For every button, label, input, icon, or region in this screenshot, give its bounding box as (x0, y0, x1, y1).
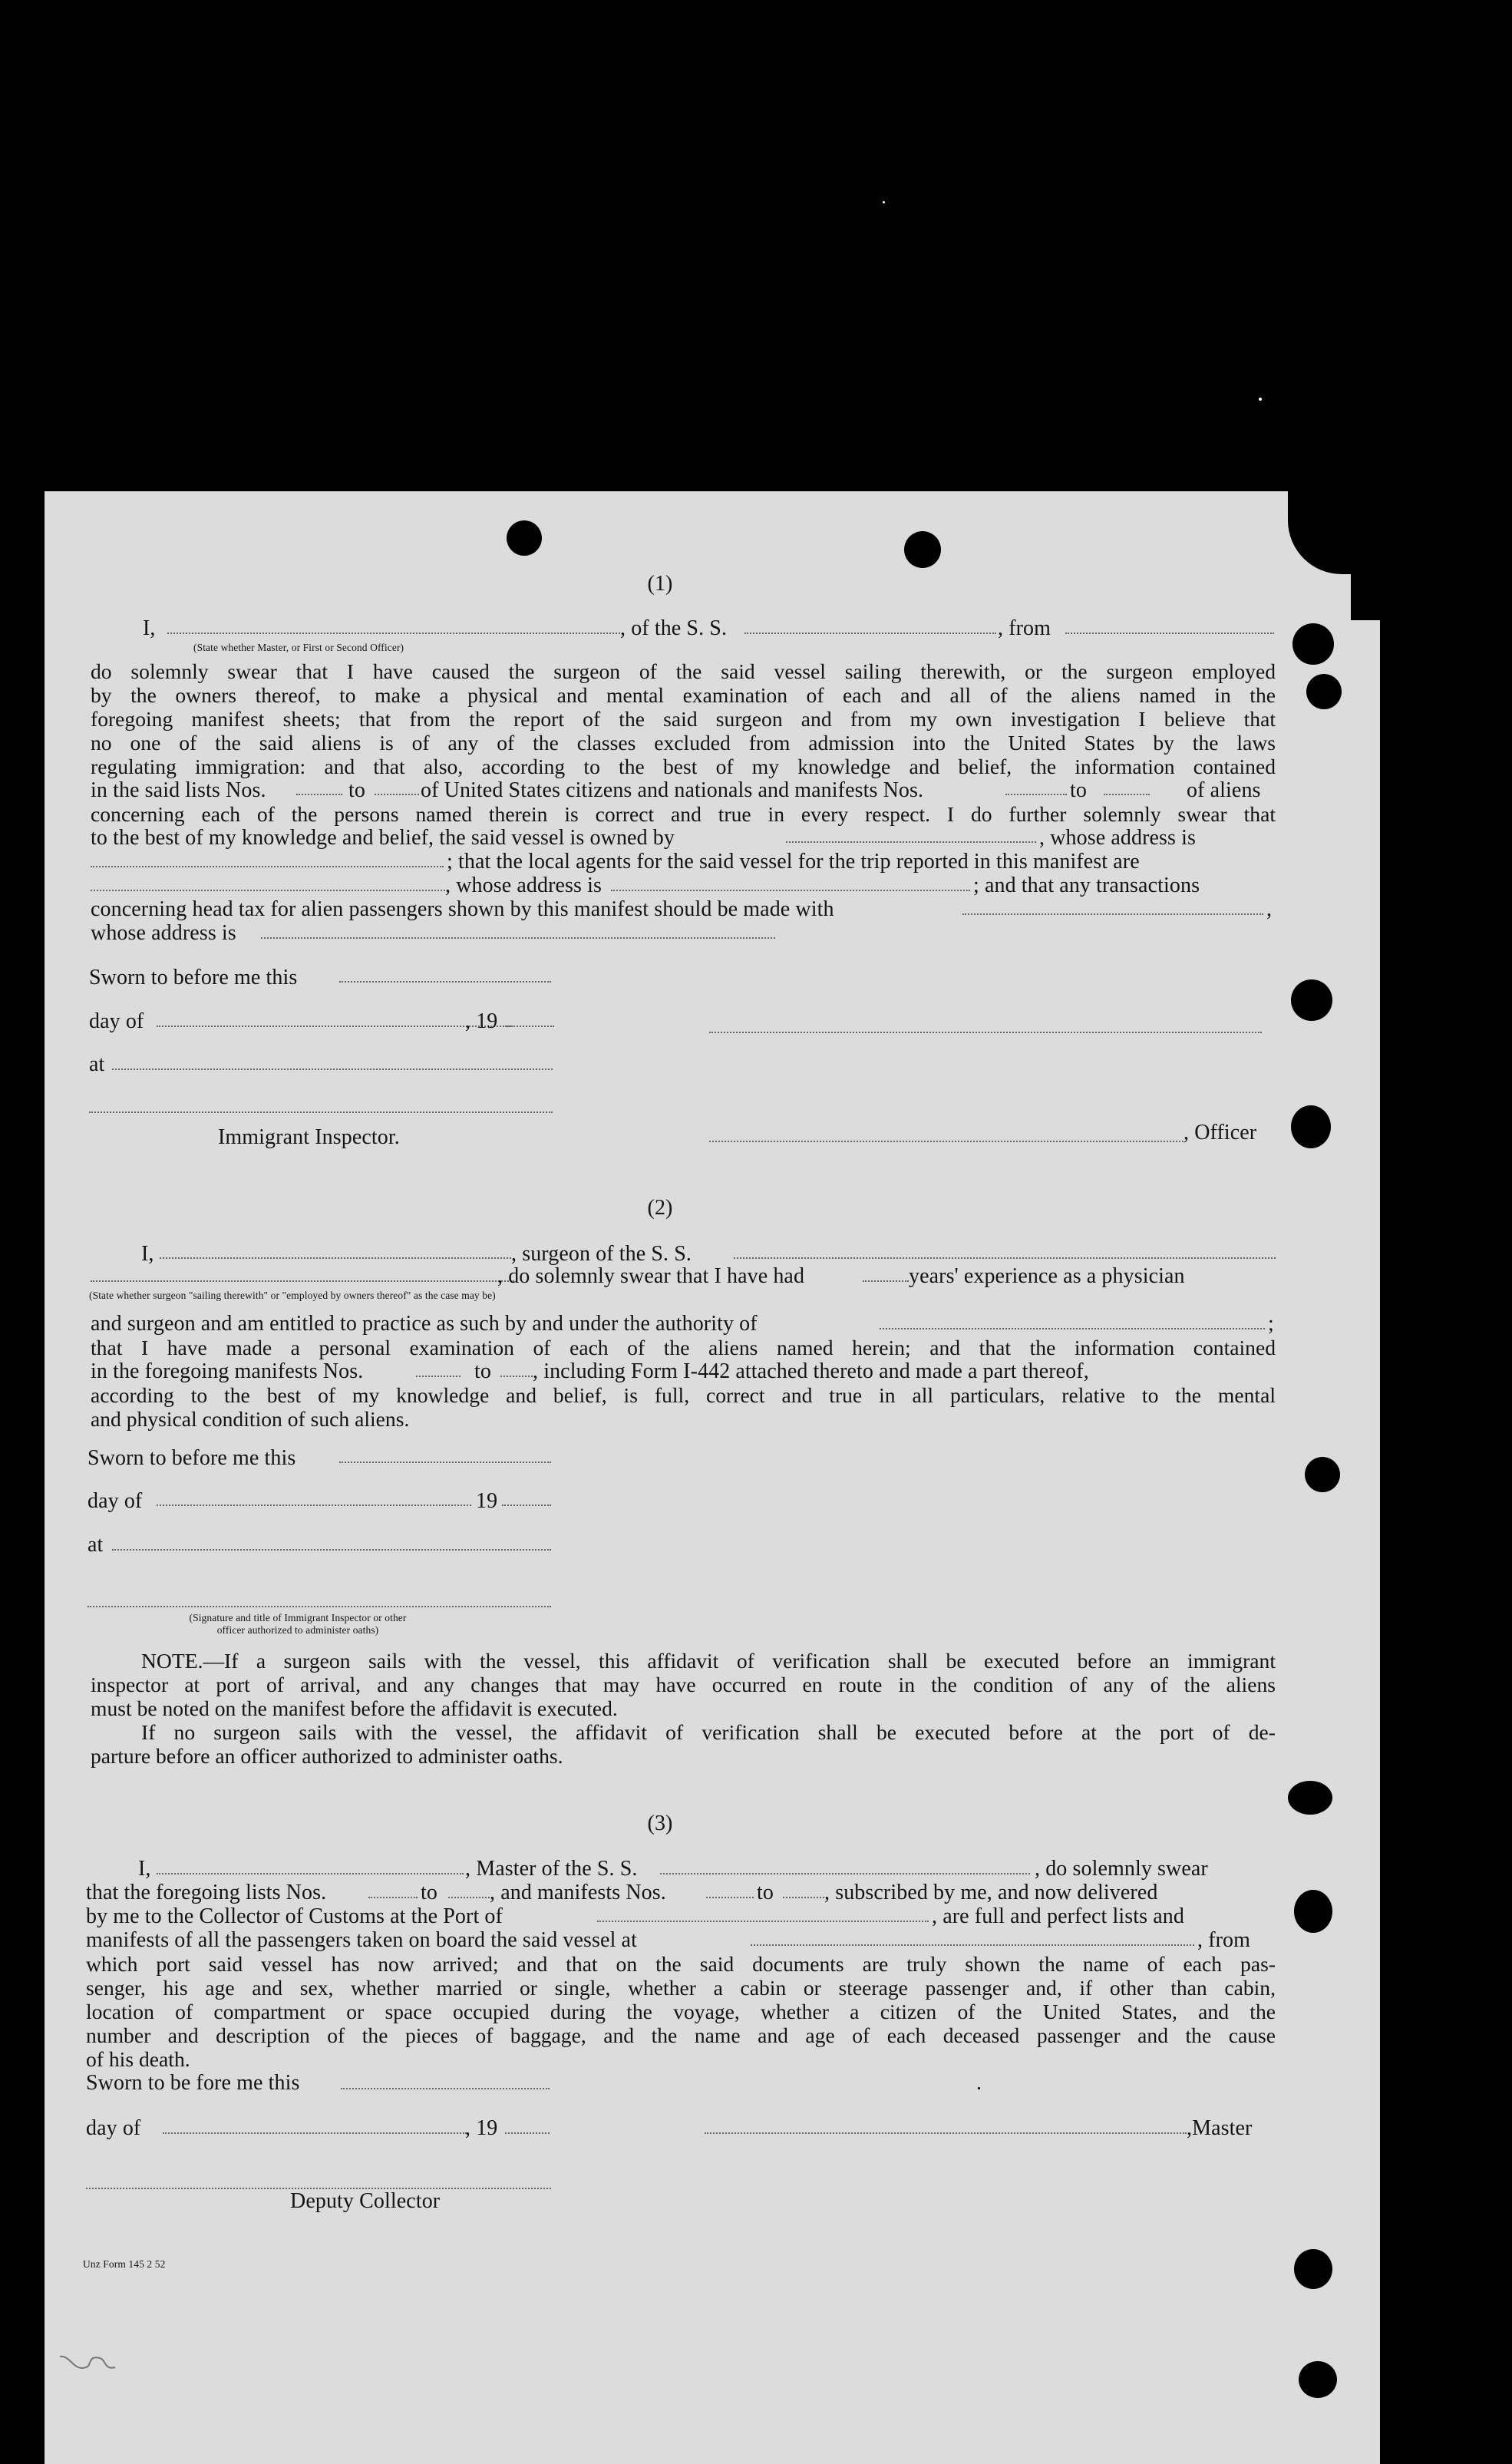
s2-note-line: If no surgeon sails with the vessel, the affidavit of verification shall be executed before at the port of de- (141, 1720, 1276, 1744)
s2-to: to (474, 1359, 491, 1383)
s1-of-aliens: of aliens (1187, 778, 1261, 802)
s1-line: no one of the said aliens is of any of the classes excluded from admission into the United States by the laws (91, 731, 1276, 755)
s3-vessel-line (660, 1873, 1030, 1874)
s2-sworn-line (339, 1462, 551, 1463)
s3-line: of his death. (86, 2047, 190, 2071)
edge-notch (1351, 574, 1380, 620)
punch-hole (1291, 979, 1332, 1021)
s2-note-line: parture before an officer authorized to administer oaths. (91, 1744, 563, 1768)
s1-officer-name-line (167, 633, 620, 634)
punch-hole (1294, 1890, 1332, 1933)
s2-lines-7-8 (91, 1383, 1276, 1431)
s2-manifest-to-line (500, 1376, 533, 1377)
s3-year-line (505, 2132, 550, 2134)
s3-line: which port said vessel has now arrived; and that on the said documents are truly shown the name of each pas- (86, 1952, 1276, 1976)
s1-line: by the owners thereof, to make a physical and mental examination of each and all of the aliens named in the (91, 683, 1276, 707)
s3-master-title: ,Master (1187, 2116, 1253, 2140)
s3-taken-on-board: manifests of all the passengers taken on board the said vessel at (86, 1928, 637, 1952)
s2-years-line (863, 1280, 909, 1282)
s3-day-of: day of (86, 2116, 141, 2140)
s2-signature-line (87, 1606, 551, 1607)
s3-to-2: to (757, 1881, 774, 1904)
s1-transactions: ; and that any transactions (973, 874, 1200, 897)
s1-lists-nos: in the said lists Nos. (91, 778, 266, 802)
s2-authority: and surgeon and am entitled to practice as such by and under the authority of (91, 1312, 758, 1336)
s1-officer-note: (State whether Master, or First or Second Officer) (193, 642, 404, 653)
s2-years: years' experience as a physician (909, 1264, 1185, 1288)
s1-line: do solemnly swear that I have caused the surgeon of the said vessel sailing therewith, or the surgeon employed (91, 659, 1276, 683)
s2-note-line: must be noted on the manifest before the affidavit is executed. (91, 1696, 618, 1720)
s3-master-name-line (157, 1873, 464, 1874)
s1-year-line (505, 1026, 554, 1027)
s3-sworn-line (341, 2088, 550, 2089)
s3-full-lists: , are full and perfect lists and (932, 1904, 1184, 1928)
s3-deputy-collector: Deputy Collector (290, 2189, 441, 2213)
s2-year: 19 (476, 1489, 498, 1513)
s2-day-of: day of (87, 1489, 143, 1513)
s1-to: to (348, 778, 365, 802)
s1-line: foregoing manifest sheets; that from the report of the said surgeon and from my own investigation I believe that (91, 707, 1276, 731)
s2-semicolon: ; (1268, 1312, 1274, 1336)
s2-sworn: Sworn to before me this (87, 1446, 296, 1470)
punch-hole (507, 520, 542, 556)
punch-hole (1292, 623, 1334, 665)
s2-form-i442: , including Form I-442 attached thereto and made a part thereof, (533, 1359, 1089, 1383)
s1-at-line (112, 1069, 553, 1070)
manifest-affidavit-page (45, 491, 1380, 2464)
s3-delivered: , subscribed by me, and now delivered (824, 1881, 1158, 1904)
s2-year-line (502, 1504, 551, 1506)
s2-note-line: inspector at port of arrival, and any changes that may have occurred en route in the condition of any of the aliens (91, 1673, 1276, 1696)
s2-manifest-from-line (416, 1376, 461, 1377)
s3-day-line (163, 2132, 467, 2134)
s1-to-2: to (1070, 778, 1087, 802)
s1-manifest-from-line (1005, 794, 1067, 795)
s3-line: senger, his age and sex, whether married or single, whether a cabin or steerage passenger and, if other than cabin, (86, 1976, 1276, 2000)
footer-form-id: Unz Form 145 2 52 (83, 2258, 166, 2270)
s2-at-line (112, 1549, 551, 1551)
s2-line-5 (91, 1336, 1276, 1359)
s1-owner-address-label: , whose address is (1039, 826, 1196, 850)
s1-head-tax-line (962, 913, 1263, 915)
s3-to: to (421, 1881, 437, 1904)
s2-surgeon-name-line (160, 1257, 511, 1259)
s1-vessel-line (744, 633, 996, 634)
s2-note (91, 1649, 1276, 1768)
s3-from: , from (1197, 1928, 1251, 1952)
s1-year: , 19 (465, 1009, 498, 1033)
s1-sworn-line (339, 981, 551, 983)
s1-whose-address: whose address is (91, 921, 236, 945)
s1-sworn: Sworn to before me this (89, 966, 298, 989)
punch-hole (1291, 1105, 1331, 1148)
s1-day-of: day of (89, 1009, 144, 1033)
s1-list-from-line (296, 794, 342, 795)
section-1-heading: (1) (647, 572, 673, 596)
s2-line: and physical condition of such aliens. (91, 1407, 410, 1431)
s1-inspector-line (89, 1111, 553, 1113)
s3-master-of: , Master of the S. S. (465, 1857, 638, 1881)
s1-manifest-to-line (1104, 794, 1150, 795)
s1-officer-title: , Officer (1184, 1121, 1257, 1144)
section-3-heading: (3) (647, 1812, 673, 1835)
s1-owner-line (786, 841, 1036, 843)
s1-local-agents: ; that the local agents for the said vessel for the trip reported in this manifest are (447, 850, 1140, 874)
s3-year: , 19 (465, 2116, 498, 2140)
s1-list-to-line (375, 794, 419, 795)
s3-port-line (597, 1921, 929, 1922)
s2-swear-had: , do solemnly swear that I have had (497, 1264, 805, 1288)
s2-surgeon-note: (State whether surgeon "sailing therewith" or "employed by owners thereof" as the case may be) (89, 1290, 496, 1301)
s1-line: regulating immigration: and that also, according to the best of my knowledge and belief, the information contained (91, 755, 1276, 778)
s2-note-line: NOTE.—If a surgeon sails with the vessel, this affidavit of verification shall be executed before an immigrant (141, 1649, 1276, 1673)
s3-lists-nos: that the foregoing lists Nos. (86, 1881, 327, 1904)
s1-citizens-text: of United States citizens and nationals and manifests Nos. (421, 778, 924, 802)
s3-sworn: Sworn to be fore me this (86, 2071, 300, 2095)
s1-from-line (1065, 633, 1274, 634)
s3-list-from-line (368, 1897, 418, 1898)
torn-edge (1288, 491, 1380, 574)
s3-master-signature-line (705, 2132, 1187, 2134)
s2-authority-line (880, 1328, 1265, 1329)
punch-hole (1288, 1781, 1332, 1815)
s1-officer-signature-line (709, 1141, 1184, 1142)
s3-manifest-to-line (783, 1897, 824, 1898)
s1-line: concerning each of the persons named therein is correct and true in every respect. I do further solemnly swear that (91, 802, 1276, 826)
punch-hole (1306, 674, 1342, 709)
scan-speck (883, 201, 885, 203)
s1-owned-by: to the best of my knowledge and belief, the said vessel is owned by (91, 826, 675, 850)
s1-inspector-title: Immigrant Inspector. (218, 1125, 400, 1149)
s1-head-tax-address-line (261, 937, 775, 939)
s3-line: number and description of the pieces of baggage, and the name and age of each deceased passenger and the cause (86, 2023, 1276, 2047)
s2-line: according to the best of my knowledge and belief, is full, correct and true in all particulars, relative to the mental (91, 1383, 1276, 1407)
s3-i: I, (138, 1857, 151, 1881)
s1-line-7 (91, 802, 1276, 826)
punch-hole (1299, 2361, 1337, 2398)
s1-agents-address-line (611, 890, 970, 891)
s2-at: at (87, 1533, 104, 1557)
s3-oath-text (86, 1952, 1276, 2071)
s1-agents-line (91, 890, 445, 891)
s3-manifest-from-line (706, 1897, 754, 1898)
s2-surgeon-type-line (91, 1280, 514, 1282)
s1-signature-line (709, 1032, 1262, 1033)
s2-surgeon-of: , surgeon of the S. S. (511, 1242, 692, 1266)
s1-from: , from (998, 616, 1051, 640)
s3-port-of: by me to the Collector of Customs at the Port of (86, 1904, 503, 1928)
punch-hole (1294, 2249, 1332, 2289)
s1-head-tax: concerning head tax for alien passengers shown by this manifest should be made with (91, 897, 834, 921)
s1-owner-address-line (91, 866, 444, 867)
s1-day-line (157, 1026, 513, 1027)
s3-manifests-nos: , and manifests Nos. (490, 1881, 666, 1904)
s3-board-port-line (751, 1944, 1194, 1946)
s3-line: location of compartment or space occupied during the voyage, whether a citizen of the United States, and the (86, 2000, 1276, 2023)
scan-speck (1259, 398, 1262, 401)
s2-day-line (157, 1504, 471, 1506)
s2-i: I, (141, 1242, 154, 1266)
s2-sig-note-2: officer authorized to administer oaths) (216, 1624, 379, 1636)
punch-hole (1305, 1457, 1340, 1492)
punch-hole (904, 531, 941, 568)
s1-i: I, (143, 616, 156, 640)
s1-agents-address-label: , whose address is (445, 874, 602, 897)
s1-at: at (89, 1052, 105, 1076)
s2-manifests-nos: in the foregoing manifests Nos. (91, 1359, 364, 1383)
section-2-heading: (2) (647, 1196, 673, 1220)
s3-list-to-line (448, 1897, 490, 1898)
stray-ink-mark (57, 2349, 126, 2380)
s2-vessel-line (734, 1257, 1276, 1259)
s2-sig-note-1: (Signature and title of Immigrant Inspector or other (189, 1612, 407, 1623)
s2-line: that I have made a personal examination of each of the aliens named herein; and that the information contained (91, 1336, 1276, 1359)
s3-period: . (976, 2071, 982, 2095)
s3-swear: , do solemnly swear (1035, 1857, 1208, 1881)
s1-oath-text (91, 659, 1276, 778)
s1-of-ss: , of the S. S. (620, 616, 728, 640)
s1-comma: , (1266, 897, 1273, 921)
